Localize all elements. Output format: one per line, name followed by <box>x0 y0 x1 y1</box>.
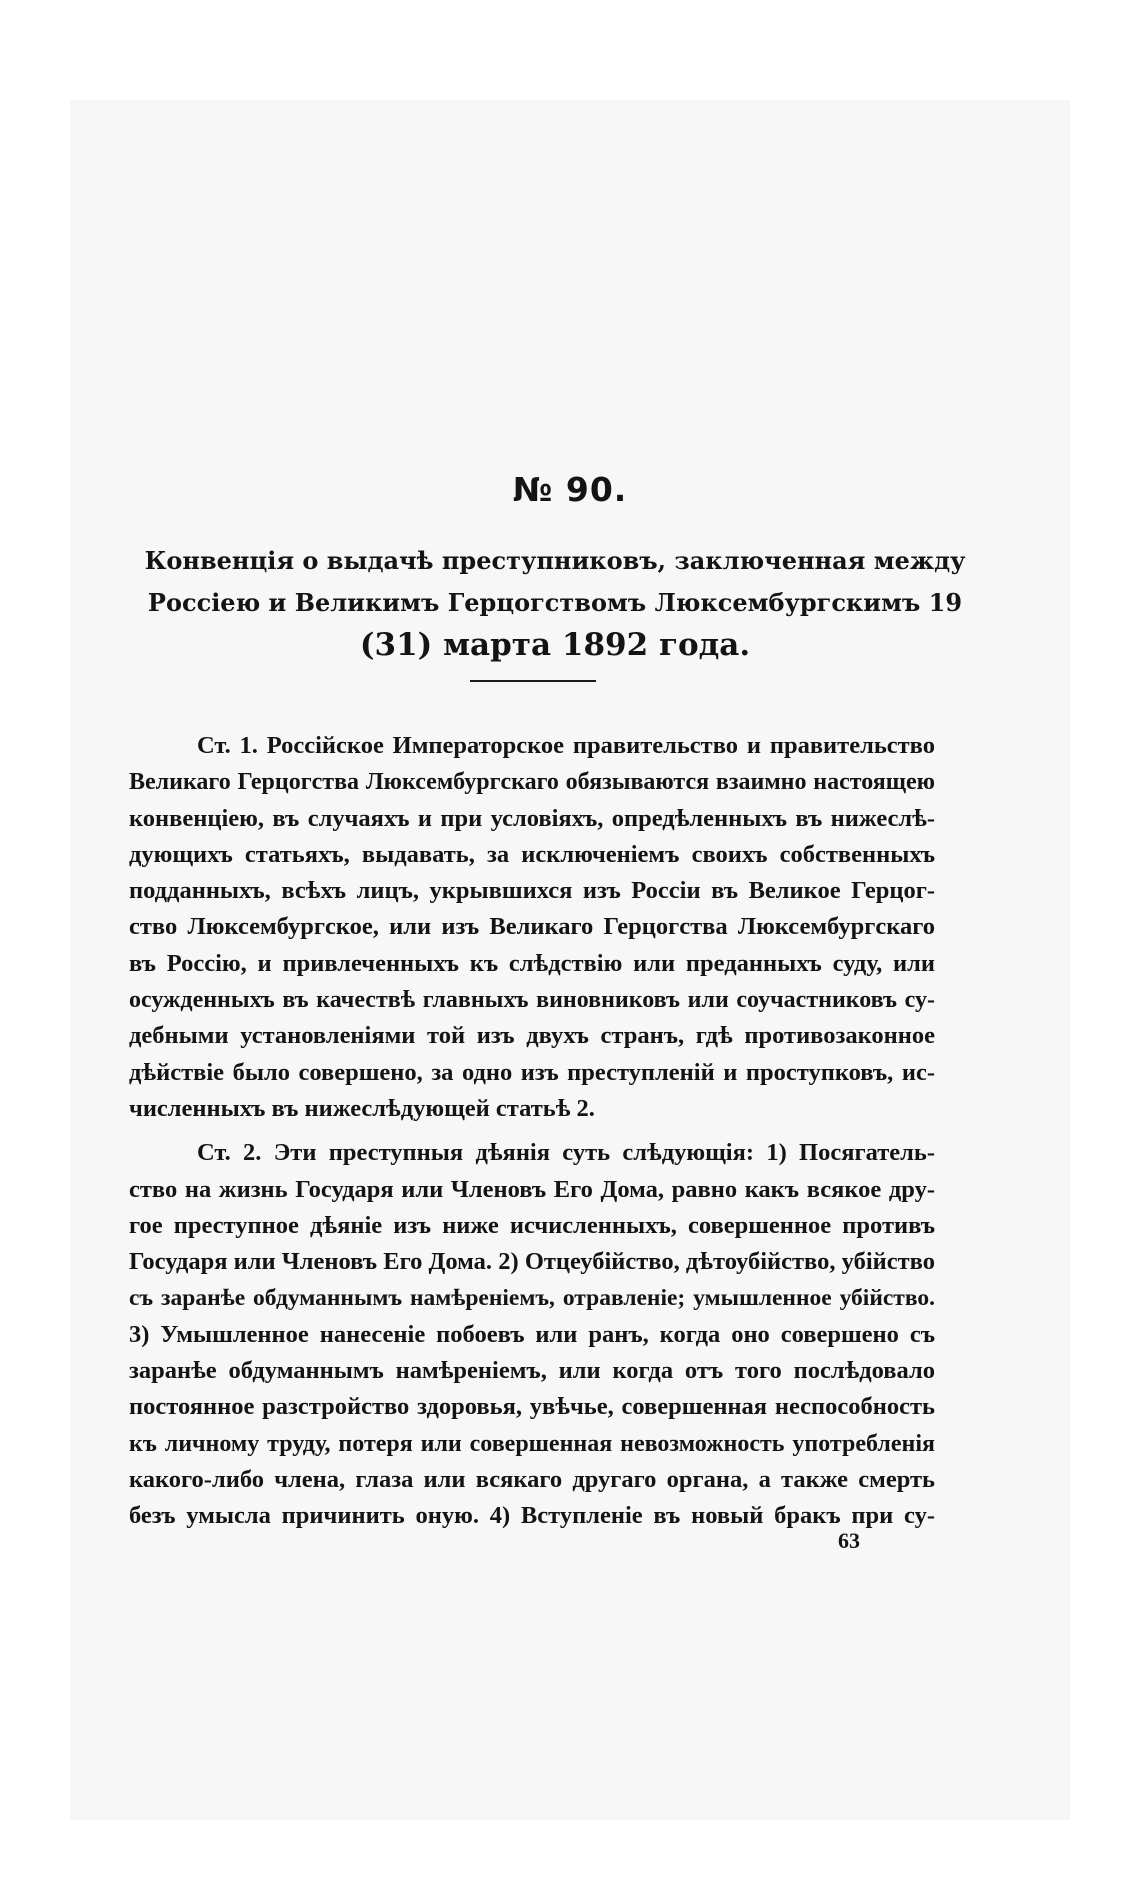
text-line: Великаго Герцогства Люксембургскаго обязываются взаимно настоящею <box>129 769 935 796</box>
document-title <box>140 540 970 666</box>
text-line: гое преступное дѣяніе изъ ниже исчисленныхъ, совершенное противъ <box>129 1211 935 1239</box>
text-line: Ст. 2. Эти преступныя дѣянія суть слѣдующія: 1) Посягатель- <box>197 1139 935 1167</box>
title-divider <box>470 680 596 682</box>
text-line: безъ умысла причинить оную. 4) Вступленіе въ новый бракъ при су- <box>129 1502 935 1530</box>
text-line: дебными установленіями той изъ двухъ странъ, гдѣ противозаконное <box>129 1022 935 1050</box>
text-line: численныхъ въ нижеслѣдующей статьѣ 2. <box>129 1094 595 1122</box>
text-line: ство на жизнь Государя или Членовъ Его Дома, равно какъ всякое дру- <box>129 1175 935 1203</box>
text-line: осужденныхъ въ качествѣ главныхъ виновниковъ или соучастниковъ су- <box>129 987 935 1014</box>
title-line: Конвенція о выдачѣ преступниковъ, заключенная между <box>144 546 966 575</box>
title-line: Россіею и Великимъ Герцогствомъ Люксембургскимъ 19 <box>147 588 963 617</box>
text-line: ство Люксембургское, или изъ Великаго Герцогства Люксембургскаго <box>129 913 935 941</box>
text-line: постоянное разстройство здоровья, увѣчье, совершенная неспособность <box>129 1393 935 1421</box>
text-line: заранѣе обдуманнымъ намѣреніемъ, или когда отъ того послѣдовало <box>129 1357 935 1385</box>
page-number: 63 <box>838 1528 860 1553</box>
document-number: № 90. <box>512 470 628 509</box>
text-line: къ личному труду, потеря или совершенная невозможность употребленія <box>129 1430 935 1457</box>
text-line: какого-либо члена, глаза или всякаго другаго органа, а также смерть <box>129 1465 935 1493</box>
text-line: конвенціею, въ случаяхъ и при условіяхъ, опредѣленныхъ въ нижеслѣ- <box>129 804 935 832</box>
text-line: Ст. 1. Россійское Императорское правительство и правительство <box>197 732 935 759</box>
text-line: дующихъ статьяхъ, выдавать, за исключеніемъ своихъ собственныхъ <box>129 840 935 868</box>
text-line: въ Россію, и привлеченныхъ къ слѣдствію или преданныхъ суду, или <box>129 949 935 977</box>
text-line: 3) Умышленное нанесеніе побоевъ или ранъ, когда оно совершено съ <box>129 1320 935 1348</box>
text-line: подданныхъ, всѣхъ лицъ, укрывшихся изъ Россіи въ Великое Герцог- <box>129 877 935 905</box>
title-line: (31) марта 1892 года. <box>359 627 751 663</box>
article-2-paragraph <box>129 1135 935 1534</box>
text-line: дѣйствіе было совершено, за одно изъ преступленій и проступковъ, ис- <box>129 1058 935 1086</box>
body-text <box>129 728 935 1543</box>
text-line: Государя или Членовъ Его Дома. 2) Отцеубійство, дѣтоубійство, убійство <box>129 1248 935 1276</box>
article-1-paragraph <box>129 728 935 1127</box>
text-line: съ заранѣе обдуманнымъ намѣреніемъ, отравленіе; умышленное убійство. <box>129 1285 935 1312</box>
